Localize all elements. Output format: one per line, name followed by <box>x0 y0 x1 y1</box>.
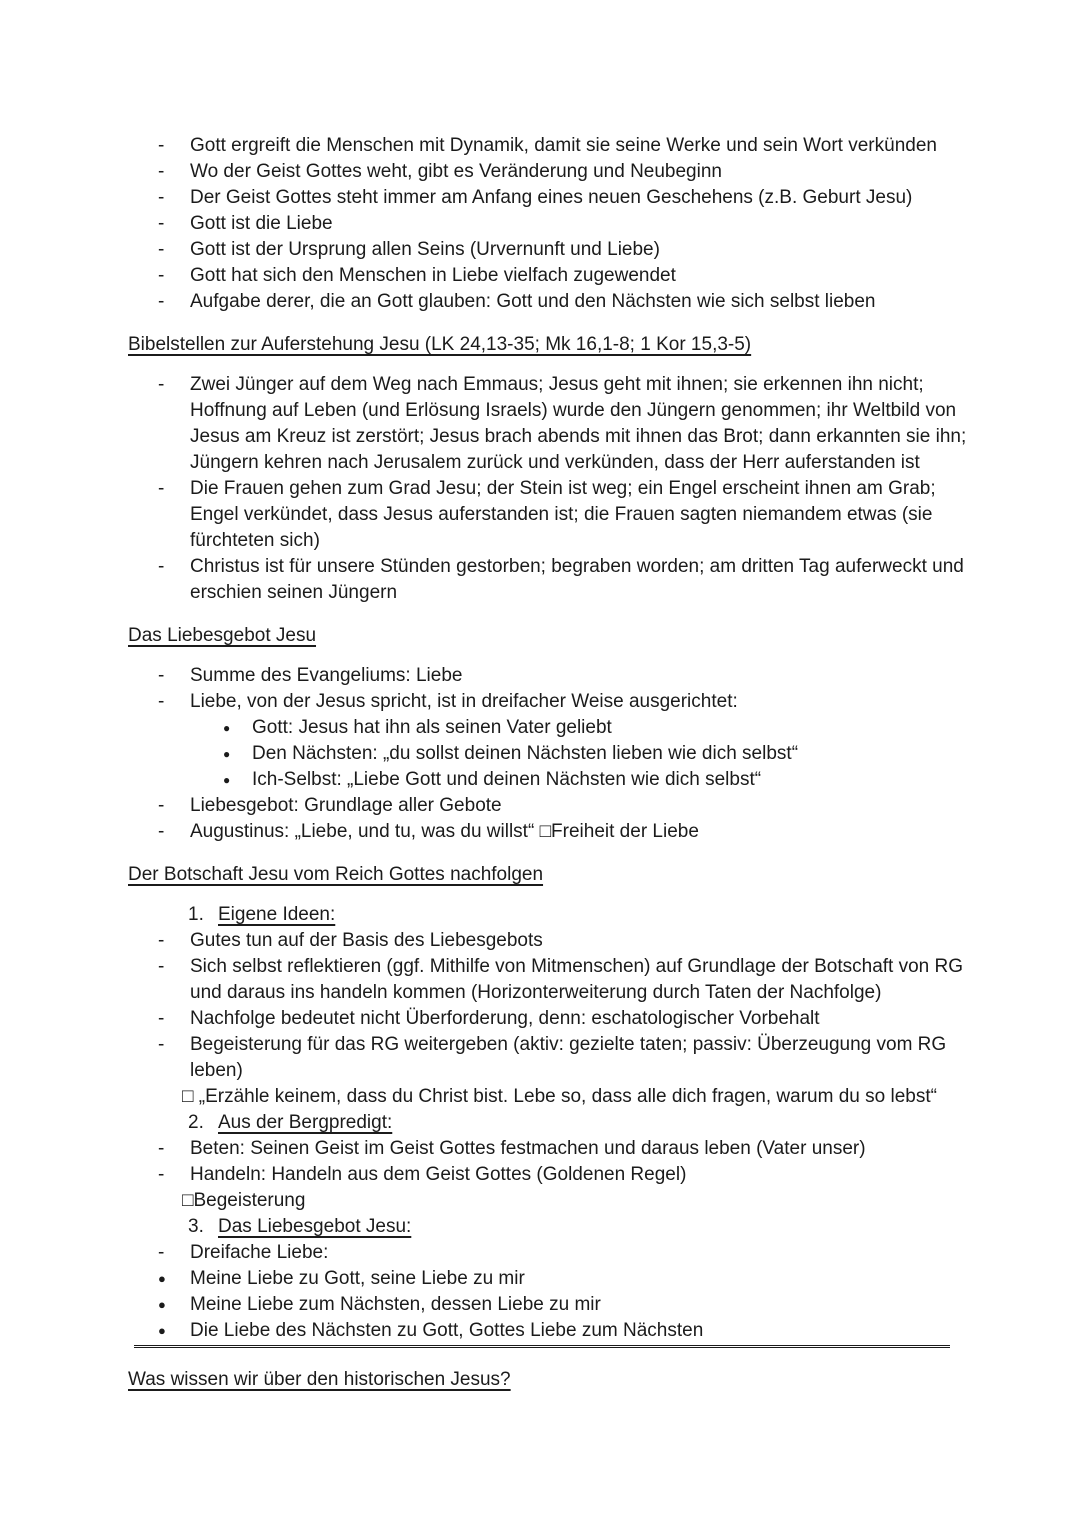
list-item-text: Augustinus: „Liebe, und tu, was du willst“ □Freiheit der Liebe <box>190 821 699 842</box>
list-item-text: Den Nächsten: „du sollst deinen Nächsten lieben wie dich selbst“ <box>252 743 799 764</box>
dash-marker: - <box>158 478 165 499</box>
list-item <box>128 554 970 606</box>
dash-marker: - <box>158 821 165 842</box>
list-item <box>128 1136 970 1162</box>
bullet-marker: ● <box>223 773 231 787</box>
list-item <box>128 819 970 845</box>
sub-list-item <box>128 767 970 793</box>
list-item-text: Gott ergreift die Menschen mit Dynamik, damit sie seine Werke und sein Wort verkünden <box>190 135 937 156</box>
dash-marker: - <box>158 665 165 686</box>
list-item <box>128 237 970 263</box>
list-item-text: Aufgabe derer, die an Gott glauben: Gott und den Nächsten wie sich selbst lieben <box>190 291 876 312</box>
dash-marker: - <box>158 135 165 156</box>
list-item-text: Sich selbst reflektieren (ggf. Mithilfe von Mitmenschen) auf Grundlage der Botschaft von RG und daraus ins handeln kommen (Horizonterweiterung durch Taten der Nachfolge) <box>190 956 964 1003</box>
list-item-text: Ich-Selbst: „Liebe Gott und deinen Nächsten wie dich selbst“ <box>252 769 762 790</box>
list-item <box>128 793 970 819</box>
list-item-text: Handeln: Handeln aus dem Geist Gottes (Goldenen Regel) <box>190 1164 687 1185</box>
list-item <box>128 263 970 289</box>
note-line <box>128 1188 970 1214</box>
list-item-text: Liebe, von der Jesus spricht, ist in dreifacher Weise ausgerichtet: <box>190 691 738 712</box>
heading-text: Das Liebesgebot Jesu <box>128 625 317 646</box>
list-item <box>128 1162 970 1188</box>
list-item-text: Christus ist für unsere Stünden gestorben; begraben worden; am dritten Tag auferweckt und erschien seinen Jüngern <box>190 556 964 603</box>
dash-marker: - <box>158 795 165 816</box>
dash-marker: - <box>158 1138 165 1159</box>
bibelstellen-bullet-list <box>128 372 970 606</box>
list-item <box>128 1292 970 1318</box>
dash-marker: - <box>158 374 165 395</box>
list-item-text: Wo der Geist Gottes weht, gibt es Veränderung und Neubeginn <box>190 161 722 182</box>
bullet-marker: ● <box>158 1323 166 1338</box>
list-item-text: Dreifache Liebe: <box>190 1242 329 1263</box>
dash-marker: - <box>158 265 165 286</box>
list-item-text: Die Liebe des Nächsten zu Gott, Gottes Liebe zum Nächsten <box>190 1320 704 1341</box>
heading-text: Was wissen wir über den historischen Jesus? <box>128 1369 511 1390</box>
section-heading-liebesgebot <box>128 623 970 649</box>
list-item <box>128 1318 970 1344</box>
list-item-text: Nachfolge bedeutet nicht Überforderung, denn: eschatologischer Vorbehalt <box>190 1008 820 1029</box>
list-item <box>128 689 970 715</box>
dash-marker: - <box>158 1164 165 1185</box>
list-item-text: Zwei Jünger auf dem Weg nach Emmaus; Jesus geht mit ihnen; sie erkennen ihn nicht; Hoffnung auf Leben (und Erlösung Israels) wurde den Jüngern genommen; ihr Weltbild von Jesus am Kreuz ist zerstört; Jesus brach abends mit ihnen das Brot; dann erkannten sie ihn; Jüngern kehren nach Jerusalem zurück und verkünden, dass der Herr auferstanden ist <box>190 374 967 473</box>
bullet-marker: ● <box>223 721 231 735</box>
list-item <box>128 1006 970 1032</box>
dash-marker: - <box>158 1242 165 1263</box>
list-item <box>128 289 970 315</box>
list-item-text: Beten: Seinen Geist im Geist Gottes festmachen und daraus leben (Vater unser) <box>190 1138 866 1159</box>
list-item <box>128 211 970 237</box>
list-item-text: Begeisterung für das RG weitergeben (aktiv: gezielte taten; passiv: Überzeugung vom RG leben) <box>190 1034 947 1081</box>
list-item-text: Gott ist die Liebe <box>190 213 333 234</box>
list-item <box>128 133 970 159</box>
dash-marker: - <box>158 691 165 712</box>
section-heading-nachfolgen <box>128 862 970 888</box>
list-item-text: Der Geist Gottes steht immer am Anfang eines neuen Geschehens (z.B. Geburt Jesu) <box>190 187 913 208</box>
heading-text: Der Botschaft Jesu vom Reich Gottes nachfolgen <box>128 864 544 885</box>
dash-marker: - <box>158 291 165 312</box>
list-item-text: Summe des Evangeliums: Liebe <box>190 665 463 686</box>
numbered-subheading <box>128 1214 970 1240</box>
heading-text: Bibelstellen zur Auferstehung Jesu (LK 24,13-35; Mk 16,1-8; 1 Kor 15,3-5) <box>128 334 752 355</box>
list-item <box>128 928 970 954</box>
dash-marker: - <box>158 161 165 182</box>
sub-list-item <box>128 715 970 741</box>
horizontal-rule <box>134 1345 950 1348</box>
list-item <box>128 476 970 554</box>
sub-list-item <box>128 741 970 767</box>
bullet-marker: ● <box>158 1297 166 1312</box>
list-item-text: Meine Liebe zum Nächsten, dessen Liebe zu mir <box>190 1294 601 1315</box>
note-text: □Begeisterung <box>182 1190 306 1211</box>
bullet-marker: ● <box>223 747 231 761</box>
quote-line <box>128 1084 970 1110</box>
list-number: 1. <box>188 904 204 925</box>
dash-marker: - <box>158 239 165 260</box>
liebesgebot-bullet-list <box>128 663 970 845</box>
dash-marker: - <box>158 1008 165 1029</box>
list-item-text: Gutes tun auf der Basis des Liebesgebots <box>190 930 543 951</box>
list-item <box>128 663 970 689</box>
list-item <box>128 159 970 185</box>
list-item <box>128 1240 970 1266</box>
section-heading-bibelstellen <box>128 332 970 358</box>
dash-marker: - <box>158 956 165 977</box>
subheading-text: Das Liebesgebot Jesu: <box>218 1216 412 1237</box>
bullet-marker: ● <box>158 1271 166 1286</box>
dash-marker: - <box>158 930 165 951</box>
list-item-text: Gott hat sich den Menschen in Liebe vielfach zugewendet <box>190 265 676 286</box>
list-item-text: Die Frauen gehen zum Grad Jesu; der Stein ist weg; ein Engel erscheint ihnen am Grab; Engel verkündet, dass Jesus auferstanden ist; die Frauen sagten niemandem etwas (sie fürchteten sich) <box>190 478 936 551</box>
list-item-text: Gott ist der Ursprung allen Seins (Urvernunft und Liebe) <box>190 239 660 260</box>
list-number: 3. <box>188 1216 204 1237</box>
list-item-text: Gott: Jesus hat ihn als seinen Vater geliebt <box>252 717 612 738</box>
list-item <box>128 954 970 1006</box>
list-item <box>128 1266 970 1292</box>
dash-marker: - <box>158 213 165 234</box>
list-item-text: Meine Liebe zu Gott, seine Liebe zu mir <box>190 1268 525 1289</box>
list-item <box>128 1032 970 1084</box>
quote-text: □ „Erzähle keinem, dass du Christ bist. Lebe so, dass alle dich fragen, warum du so lebst“ <box>182 1086 937 1107</box>
numbered-subheading <box>128 1110 970 1136</box>
section-heading-historischer-jesus <box>128 1367 970 1393</box>
subheading-text: Eigene Ideen: <box>218 904 336 925</box>
list-item <box>128 185 970 211</box>
list-number: 2. <box>188 1112 204 1133</box>
nachfolgen-list <box>128 902 970 1344</box>
dash-marker: - <box>158 1034 165 1055</box>
list-item-text: Liebesgebot: Grundlage aller Gebote <box>190 795 502 816</box>
numbered-subheading <box>128 902 970 928</box>
list-item <box>128 372 970 476</box>
intro-bullet-list <box>128 133 970 315</box>
dash-marker: - <box>158 556 165 577</box>
subheading-text: Aus der Bergpredigt: <box>218 1112 393 1133</box>
dash-marker: - <box>158 187 165 208</box>
